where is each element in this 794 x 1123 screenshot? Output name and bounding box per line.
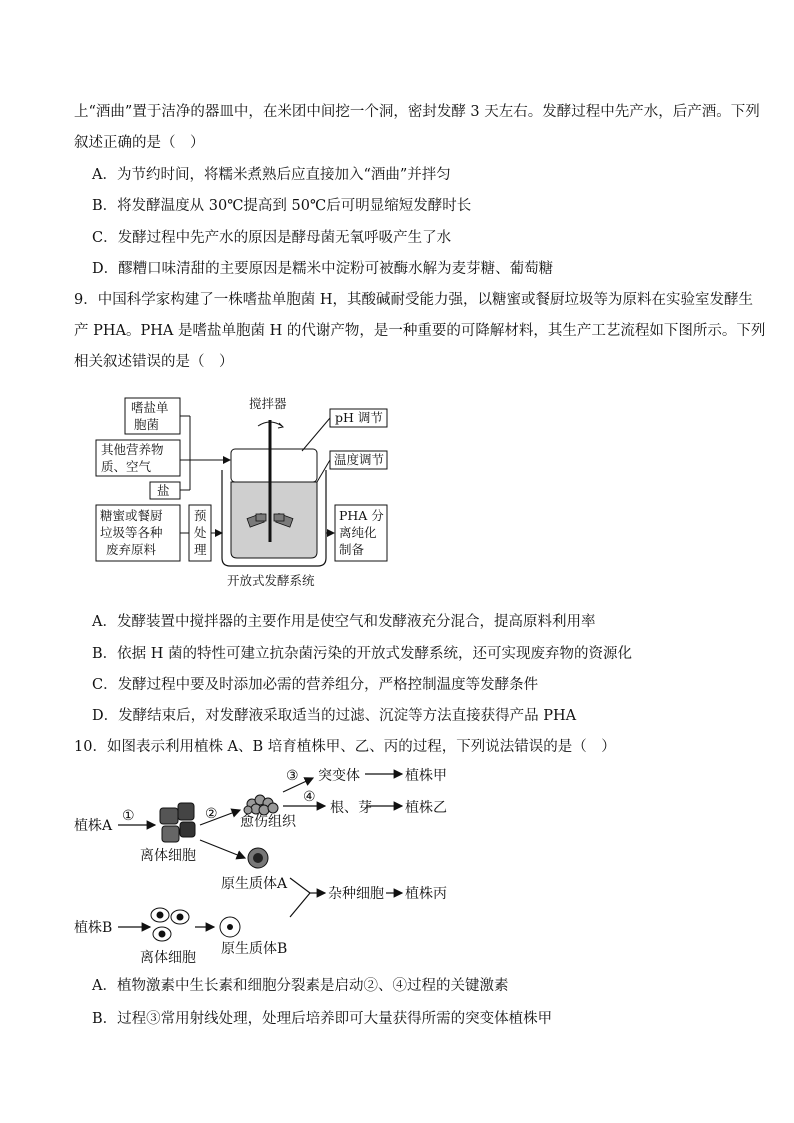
isolated-cells-a-icon: [160, 803, 195, 842]
caption-fermentation: 开放式发酵系统: [227, 573, 315, 588]
callus-icon: [244, 795, 278, 815]
hybrid-label: 杂种细胞: [328, 886, 384, 902]
label-temp: 温度调节: [334, 452, 385, 467]
q8-option-c: C．发酵过程中先产水的原因是酵母菌无氧呼吸产生了水: [92, 230, 452, 246]
q9-option-c: C．发酵过程中要及时添加必需的营养组分，严格控制温度等发酵条件: [92, 677, 539, 693]
q9-option-a: A．发酵装置中搅拌器的主要作用是使空气和发酵液充分混合，提高原料利用率: [92, 614, 596, 630]
step1-label: ①: [122, 808, 135, 824]
box-salt: 盐: [157, 483, 170, 498]
q8-stem-line1: 上“酒曲”置于洁净的器皿中，在米团中间挖一个洞，密封发酵 3 天左右。发酵过程中先产水，后产酒。下列: [74, 104, 760, 120]
protoplast-a-label: 原生质体A: [221, 876, 288, 892]
q10-stem: 10．如图表示利用植株 A、B 培育植株甲、乙、丙的过程，下列说法错误的是（ ）: [74, 739, 616, 755]
plant-b-label: 植株B: [74, 920, 113, 936]
box-pretreat-line1: 预: [194, 508, 207, 523]
label-stirrer: 搅拌器: [249, 396, 287, 411]
q8-option-b: B．将发酵温度从 30℃提高到 50℃后可明显缩短发酵时长: [92, 198, 472, 214]
box-pha-line3: 制备: [339, 542, 365, 557]
box-nutrients-line2: 质、空气: [101, 459, 152, 474]
isolated-cells-a-label: 离体细胞: [140, 848, 196, 864]
mutant-label: 突变体: [318, 768, 360, 784]
box-pha-line1: PHA 分: [339, 508, 384, 523]
q9-stem-line1: 9．中国科学家构建了一株嗜盐单胞菌 H，其酸碱耐受能力强，以糖蜜或餐厨垃圾等为原料在实验室发酵生: [74, 292, 753, 308]
isolated-cells-b-icon: [151, 908, 189, 941]
plant-a-label: 植株A: [74, 818, 113, 834]
q9-option-b: B．依据 H 菌的特性可建立抗杂菌污染的开放式发酵系统，还可实现废弃物的资源化: [92, 646, 633, 662]
step3-label: ③: [286, 768, 299, 784]
plant-jia-label: 植株甲: [405, 768, 447, 784]
box-waste-line1: 糖蜜或餐厨: [100, 508, 163, 523]
step2-label: ②: [205, 806, 218, 822]
label-ph: pH 调节: [335, 410, 383, 425]
box-bacteria-line2: 胞菌: [134, 417, 160, 432]
protoplast-a-icon: [248, 848, 268, 868]
box-waste-line2: 垃圾等各种: [100, 525, 163, 540]
box-pretreat-line3: 理: [194, 542, 207, 557]
roots-buds-label: 根、芽: [330, 800, 372, 816]
plant-yi-label: 植株乙: [405, 800, 447, 816]
q9-stem-line2: 产 PHA。PHA 是嗜盐单胞菌 H 的代谢产物，是一种重要的可降解材料，其生产工艺流程如下图所示。下列: [74, 323, 766, 339]
isolated-cells-b-label: 离体细胞: [140, 950, 196, 966]
protoplast-b-label: 原生质体B: [221, 941, 288, 957]
box-pretreat-line2: 处: [194, 525, 207, 540]
plant-bing-label: 植株丙: [405, 886, 447, 902]
box-pha-line2: 离纯化: [339, 525, 377, 540]
q8-stem-line2: 叙述正确的是（ ）: [74, 135, 205, 151]
callus-label: 愈伤组织: [240, 814, 296, 830]
q10-option-b: B．过程③常用射线处理，处理后培养即可大量获得所需的突变体植株甲: [92, 1011, 553, 1027]
box-nutrients-line1: 其他营养物: [101, 442, 164, 457]
q10-option-a: A．植物激素中生长素和细胞分裂素是启动②、④过程的关键激素: [92, 978, 509, 994]
q8-option-d: D．醪糟口味清甜的主要原因是糯米中淀粉可被酶水解为麦芽糖、葡萄糖: [92, 261, 554, 277]
protoplast-b-icon: [220, 917, 240, 937]
q9-stem-line3: 相关叙述错误的是（ ）: [74, 354, 234, 370]
box-waste-line3: 废弃原料: [106, 542, 157, 557]
q9-option-d: D．发酵结束后，对发酵液采取适当的过滤、沉淀等方法直接获得产品 PHA: [92, 708, 577, 724]
box-bacteria-line1: 嗜盐单: [131, 400, 169, 415]
step4-label: ④: [303, 789, 316, 805]
q8-option-a: A．为节约时间，将糯米煮熟后应直接加入“酒曲”并拌匀: [92, 167, 451, 183]
